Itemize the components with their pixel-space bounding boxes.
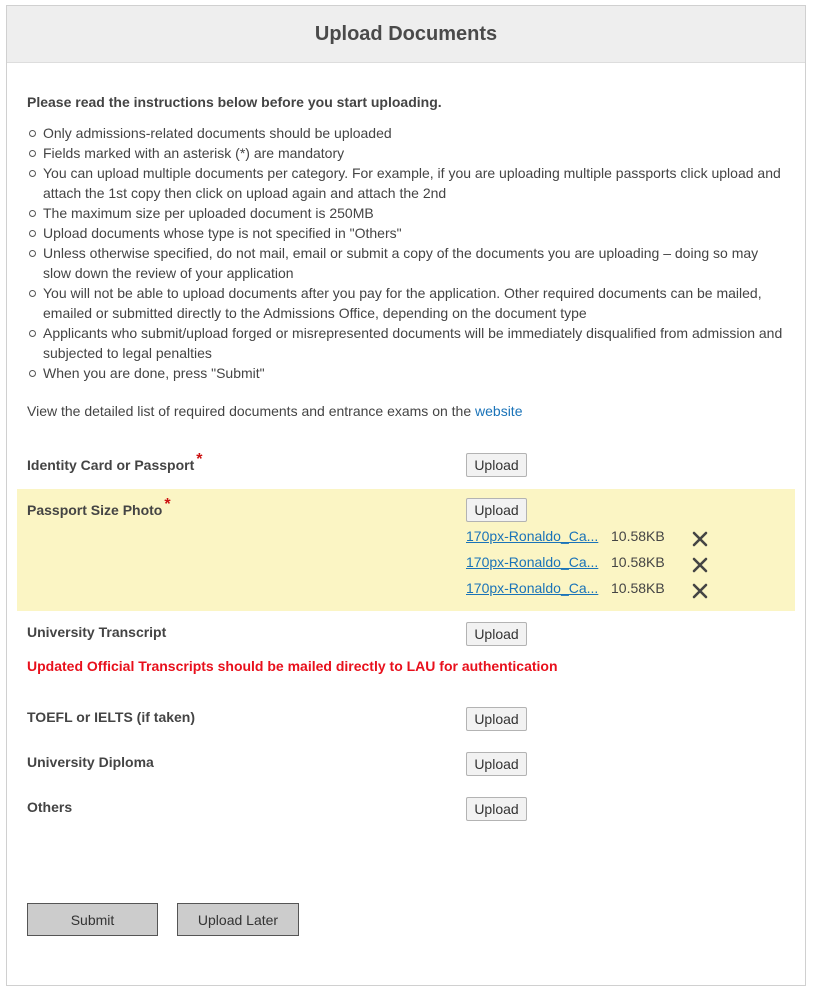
remove-file-icon[interactable] (691, 582, 709, 600)
remove-file-icon[interactable] (691, 556, 709, 574)
instruction-item: Unless otherwise specified, do not mail, email or submit a copy of the documents you are uploading – doing so may slow down the review of your application (43, 243, 789, 283)
doc-row-toefl-ielts (17, 701, 795, 737)
doc-row-identity-card (17, 446, 795, 486)
required-star: * (196, 451, 203, 468)
upload-identity-card-button[interactable]: Upload (466, 453, 527, 477)
uploaded-file-size: 10.58KB (611, 528, 665, 544)
uploaded-file-item (466, 528, 766, 548)
close-icon (691, 530, 709, 548)
upload-later-button[interactable]: Upload Later (177, 903, 299, 936)
remove-file-icon[interactable] (691, 530, 709, 548)
doc-label-university-transcript: University Transcript (27, 624, 167, 640)
uploaded-file-link[interactable]: 170px-Ronaldo_Ca... (466, 554, 599, 570)
website-line (27, 403, 522, 419)
required-star: * (164, 496, 171, 513)
doc-label-toefl-ielts: TOEFL or IELTS (if taken) (27, 709, 196, 725)
instruction-item: The maximum size per uploaded document is 250MB (43, 203, 789, 223)
doc-label-university-diploma: University Diploma (27, 754, 154, 770)
panel-header (7, 6, 805, 63)
uploaded-file-link[interactable]: 170px-Ronaldo_Ca... (466, 580, 599, 596)
instruction-item: You can upload multiple documents per category. For example, if you are uploading multiple passports click upload and attach the 1st copy then click on upload again and attach the 2nd (43, 163, 789, 203)
doc-label-passport-photo (27, 496, 171, 520)
website-text: View the detailed list of required documents and entrance exams on the (27, 403, 472, 419)
instruction-item: Fields marked with an asterisk (*) are mandatory (43, 143, 789, 163)
instructions-heading: Please read the instructions below before you start uploading. (27, 94, 442, 110)
upload-others-button[interactable]: Upload (466, 797, 527, 821)
upload-passport-photo-button[interactable]: Upload (466, 498, 527, 522)
doc-row-university-transcript (17, 616, 795, 652)
doc-label-text: Passport Size Photo (27, 502, 163, 518)
transcript-note: Updated Official Transcripts should be mailed directly to LAU for authentication (27, 658, 558, 674)
upload-transcript-button[interactable]: Upload (466, 622, 527, 646)
doc-label-identity-card (27, 451, 203, 475)
instruction-item: You will not be able to upload documents after you pay for the application. Other required documents can be mailed, emailed or submitted directly to the Admissions Office, depending on the document type (43, 283, 789, 323)
close-icon (691, 582, 709, 600)
uploaded-file-link[interactable]: 170px-Ronaldo_Ca... (466, 528, 599, 544)
uploaded-file-item (466, 580, 766, 600)
doc-row-passport-photo (17, 489, 795, 611)
doc-row-university-diploma (17, 746, 795, 782)
instruction-item: Upload documents whose type is not specified in "Others" (43, 223, 789, 243)
instruction-item: Applicants who submit/upload forged or misrepresented documents will be immediately disqualified from admission and subjected to legal penalties (43, 323, 789, 363)
uploaded-file-size: 10.58KB (611, 580, 665, 596)
upload-toefl-button[interactable]: Upload (466, 707, 527, 731)
doc-label-others: Others (27, 799, 73, 815)
uploaded-file-item (466, 554, 766, 574)
instruction-item: Only admissions-related documents should be uploaded (43, 123, 789, 143)
website-link[interactable]: website (475, 403, 523, 419)
page-title: Upload Documents (314, 22, 498, 45)
submit-button[interactable]: Submit (27, 903, 158, 936)
doc-row-others (17, 791, 795, 827)
uploaded-file-size: 10.58KB (611, 554, 665, 570)
instructions-list (27, 123, 789, 383)
instruction-item: When you are done, press "Submit" (43, 363, 789, 383)
close-icon (691, 556, 709, 574)
upload-diploma-button[interactable]: Upload (466, 752, 527, 776)
upload-documents-panel (6, 5, 806, 986)
doc-label-text: Identity Card or Passport (27, 457, 195, 473)
